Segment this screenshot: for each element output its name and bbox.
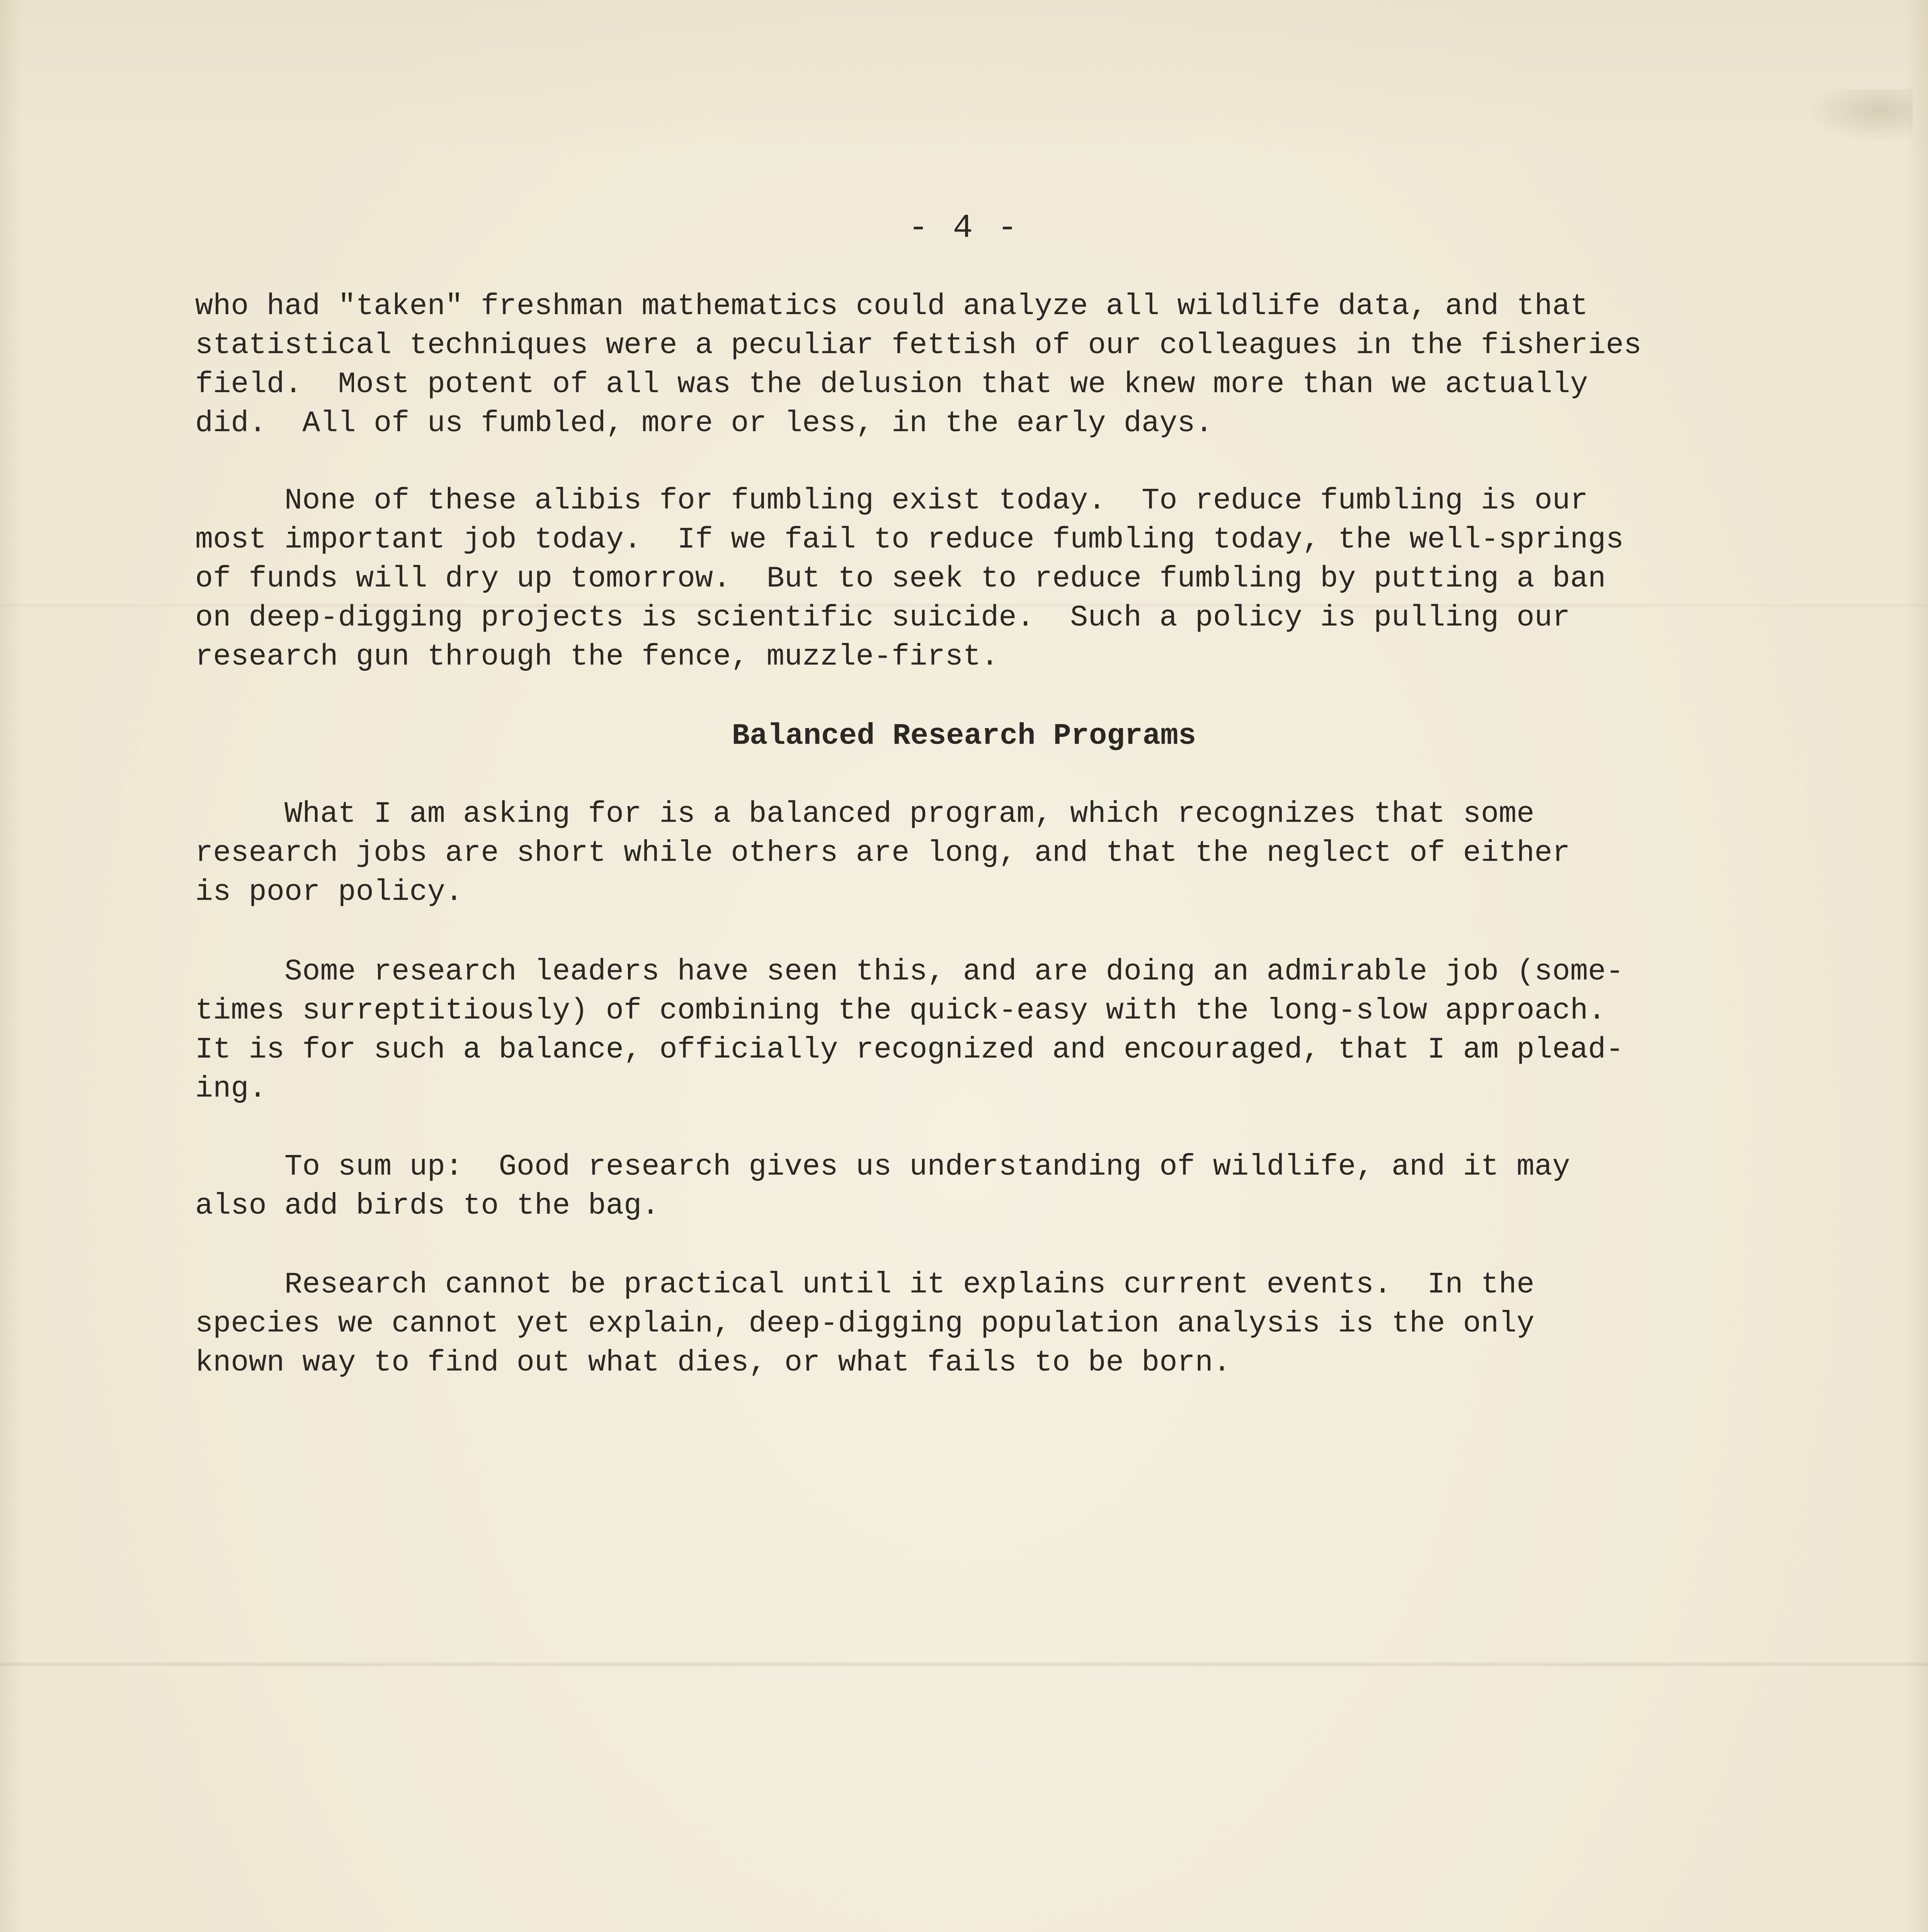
paper-edge-right <box>1905 0 1928 1932</box>
paper-fold-line <box>0 1662 1928 1667</box>
paper-corner-wear <box>1804 89 1913 143</box>
paragraph-balanced-program: What I am asking for is a balanced program, which recognizes that some research jobs are short while others are long, and that the neglect of either is poor policy. <box>195 798 1570 909</box>
paragraph-continuation: who had "taken" freshman mathematics could analyze all wildlife data, and that statistical techniques were a peculiar fettish of our colleagues in the fisheries field. Most potent of all was the delusion that we knew more than we actually did. All of us fumbled, more or less, in the early days. <box>195 290 1642 440</box>
paragraph-research-leaders: Some research leaders have seen this, and are doing an admirable job (some- times surreptitiously) of combining the quick-easy with the long-slow approach. It is for such a balance, officially recognized and encouraged, that I am plead- ing. <box>195 955 1624 1106</box>
paragraph-sum-up: To sum up: Good research gives us understanding of wildlife, and it may also add birds to the bag. <box>195 1150 1570 1223</box>
paper-edge-left <box>0 0 23 1932</box>
page-number: - 4 - <box>908 209 1020 247</box>
section-heading: Balanced Research Programs <box>732 719 1196 753</box>
paragraph-conclusion: Research cannot be practical until it explains current events. In the species we cannot yet explain, deep-digging population analysis is the only known way to find out what dies, or what fails to be born. <box>195 1268 1535 1380</box>
paragraph-alibis: None of these alibis for fumbling exist today. To reduce fumbling is our most important job today. If we fail to reduce fumbling today, the well-springs of funds will dry up tomorrow. But to seek to reduce fumbling by putting a ban on deep-digging projects is scientific suicide. Such a policy is pulling our research gun through the fence, muzzle-first. <box>195 484 1624 674</box>
